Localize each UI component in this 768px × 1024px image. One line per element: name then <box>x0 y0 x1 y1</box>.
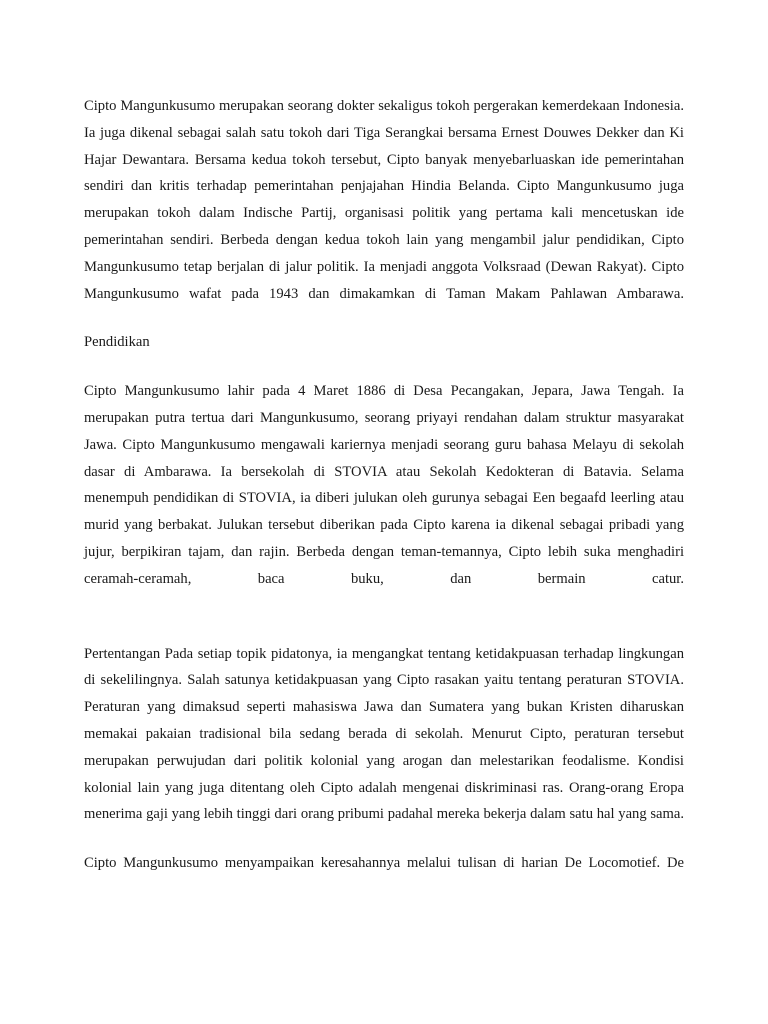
paragraph-spacer <box>84 356 684 378</box>
intro-paragraph: Cipto Mangunkusumo merupakan seorang dokter sekaligus tokoh pergerakan kemerdekaan Indonesia. Ia juga dikenal sebagai salah satu tokoh dari Tiga Serangkai bersama Ernest Douwes Dekker dan Ki Hajar Dewantara. Bersama kedua tokoh tersebut, Cipto banyak menyebarluaskan ide pemerintahan sendiri dan kritis terhadap pemerintahan penjajahan Hindia Belanda. Cipto Mangunkusumo juga merupakan tokoh dalam Indische Partij, organisasi politik yang pertama kali mencetuskan ide pemerintahan sendiri. Berbeda dengan kedua tokoh lain yang mengambil jalur pendidikan, Cipto Mangunkusumo tetap berjalan di jalur politik. Ia menjadi anggota Volksraad (Dewan Rakyat). Cipto Mangunkusumo wafat pada 1943 dan dimakamkan di Taman Makam Pahlawan Ambarawa. <box>84 98 684 302</box>
paragraph-spacer <box>84 828 684 850</box>
education-paragraph: Cipto Mangunkusumo lahir pada 4 Maret 1886 di Desa Pecangakan, Jepara, Jawa Tengah. Ia merupakan putra tertua dari Mangunkusumo, seorang priyayi rendahan dalam struktur masyarakat Jawa. Cipto Mangunkusumo mengawali kariernya menjadi seorang guru bahasa Melayu di sekolah dasar di Ambarawa. Ia bersekolah di STOVIA atau Sekolah Kedokteran di Batavia. Selama menempuh pendidikan di STOVIA, ia diberi julukan oleh gurunya sebagai Een begaafd leerling atau murid yang berbakat. Julukan tersebut diberikan pada Cipto karena ia dikenal sebagai pribadi yang jujur, berpikiran tajam, dan rajin. Berbeda dengan teman-temannya, Cipto lebih suka menghadiri ceramah-ceramah, baca buku, dan bermain catur. <box>84 383 684 587</box>
opposition-paragraph: Pertentangan Pada setiap topik pidatonya, ia mengangkat tentang ketidakpuasan terhadap lingkungan di sekelilingnya. Salah satunya ketidakpuasan yang Cipto rasakan yaitu tentang peraturan STOVIA. Peraturan yang dimaksud seperti mahasiswa Jawa dan Sumatera yang bukan Kristen diharuskan memakai pakaian tradisional bila sedang berada di sekolah. Menurut Cipto, peraturan tersebut merupakan perwujudan dari politik kolonial yang arogan dan melestarikan feodalisme. Kondisi kolonial lain yang juga ditentang oleh Cipto adalah mengenai diskriminasi ras. Orang-orang Eropa menerima gaji yang lebih tinggi dari orang pribumi padahal mereka bekerja dalam satu hal yang sama. <box>84 645 684 823</box>
closing-paragraph: Cipto Mangunkusumo menyampaikan keresahannya melalui tulisan di harian De Locomotief. De <box>84 855 684 872</box>
paragraph-spacer <box>84 593 684 641</box>
paragraph-spacer <box>84 307 684 329</box>
section-heading: Pendidikan <box>84 334 150 351</box>
document-page <box>84 93 684 877</box>
